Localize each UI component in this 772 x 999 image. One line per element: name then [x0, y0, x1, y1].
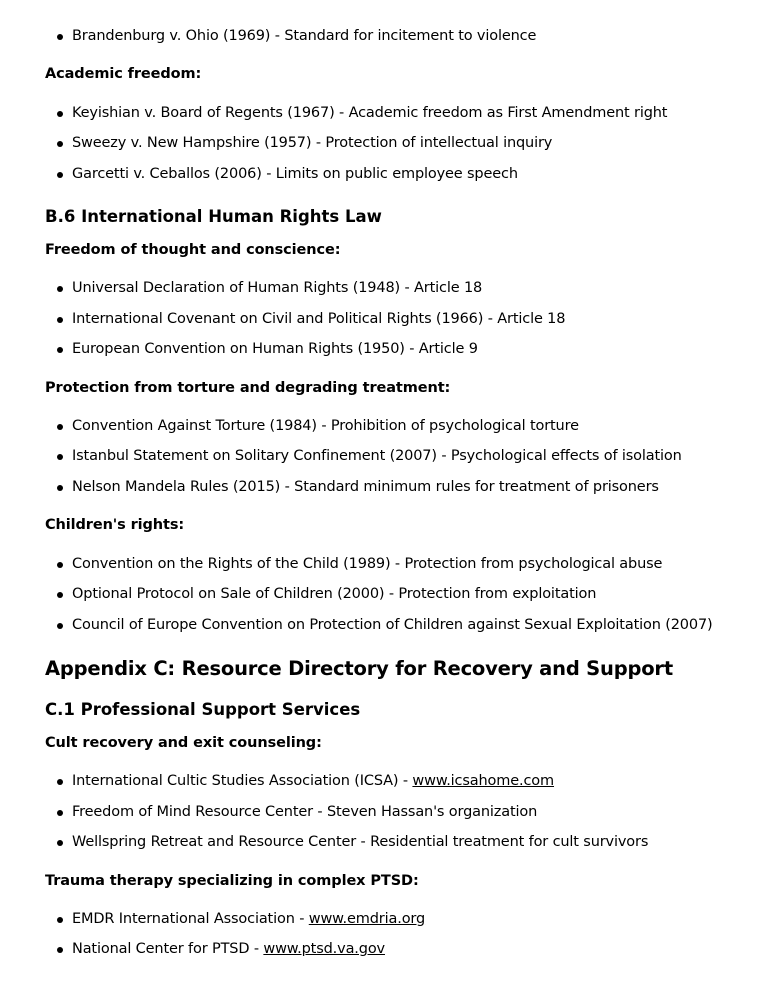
ptsd-link[interactable]: www.ptsd.va.gov	[263, 941, 385, 957]
ptsd-text: National Center for PTSD -	[72, 941, 264, 957]
list-item	[72, 771, 554, 791]
section-label-children: Children's rights:	[45, 517, 185, 533]
list-item: Optional Protocol on Sale of Children (2000) - Protection from exploitation	[72, 586, 597, 602]
list-item: Convention on the Rights of the Child (1989) - Protection from psychological abuse	[72, 556, 663, 572]
list-item: Keyishian v. Board of Regents (1967) - Academic freedom as First Amendment right	[72, 105, 668, 121]
section-label-trauma: Trauma therapy specializing in complex PTSD:	[45, 873, 419, 889]
icsa-text: International Cultic Studies Association (ICSA) -	[72, 773, 413, 789]
icsa-link[interactable]: www.icsahome.com	[412, 773, 555, 789]
section-label-thought: Freedom of thought and conscience:	[45, 242, 341, 258]
list-item: Nelson Mandela Rules (2015) - Standard minimum rules for treatment of prisoners	[72, 479, 659, 495]
list-item: Council of Europe Convention on Protection of Children against Sexual Exploitation (2007)	[72, 617, 713, 633]
list-item: Freedom of Mind Resource Center - Steven Hassan's organization	[72, 804, 538, 820]
emdr-text: EMDR International Association -	[72, 911, 309, 927]
list-item: International Covenant on Civil and Political Rights (1966) - Article 18	[72, 311, 566, 327]
list-item	[72, 939, 385, 959]
list-item: Istanbul Statement on Solitary Confinement (2007) - Psychological effects of isolation	[72, 448, 682, 464]
heading-c1: C.1 Professional Support Services	[45, 700, 361, 719]
section-label-cult: Cult recovery and exit counseling:	[45, 735, 322, 751]
list-item: Universal Declaration of Human Rights (1948) - Article 18	[72, 280, 483, 296]
heading-b6: B.6 International Human Rights Law	[45, 207, 382, 226]
list-item: European Convention on Human Rights (1950) - Article 9	[72, 341, 478, 357]
list-item: Brandenburg v. Ohio (1969) - Standard for incitement to violence	[72, 28, 537, 44]
heading-appendix-c: Appendix C: Resource Directory for Recovery and Support	[45, 657, 673, 680]
list-item	[72, 909, 425, 929]
list-item: Sweezy v. New Hampshire (1957) - Protection of intellectual inquiry	[72, 135, 553, 151]
section-label-academic: Academic freedom:	[45, 66, 202, 82]
section-label-torture: Protection from torture and degrading treatment:	[45, 380, 451, 396]
emdr-link[interactable]: www.emdria.org	[308, 911, 426, 927]
list-item: Convention Against Torture (1984) - Prohibition of psychological torture	[72, 418, 579, 434]
list-item: Garcetti v. Ceballos (2006) - Limits on public employee speech	[72, 166, 518, 182]
list-item: Wellspring Retreat and Resource Center - Residential treatment for cult survivors	[72, 834, 649, 850]
